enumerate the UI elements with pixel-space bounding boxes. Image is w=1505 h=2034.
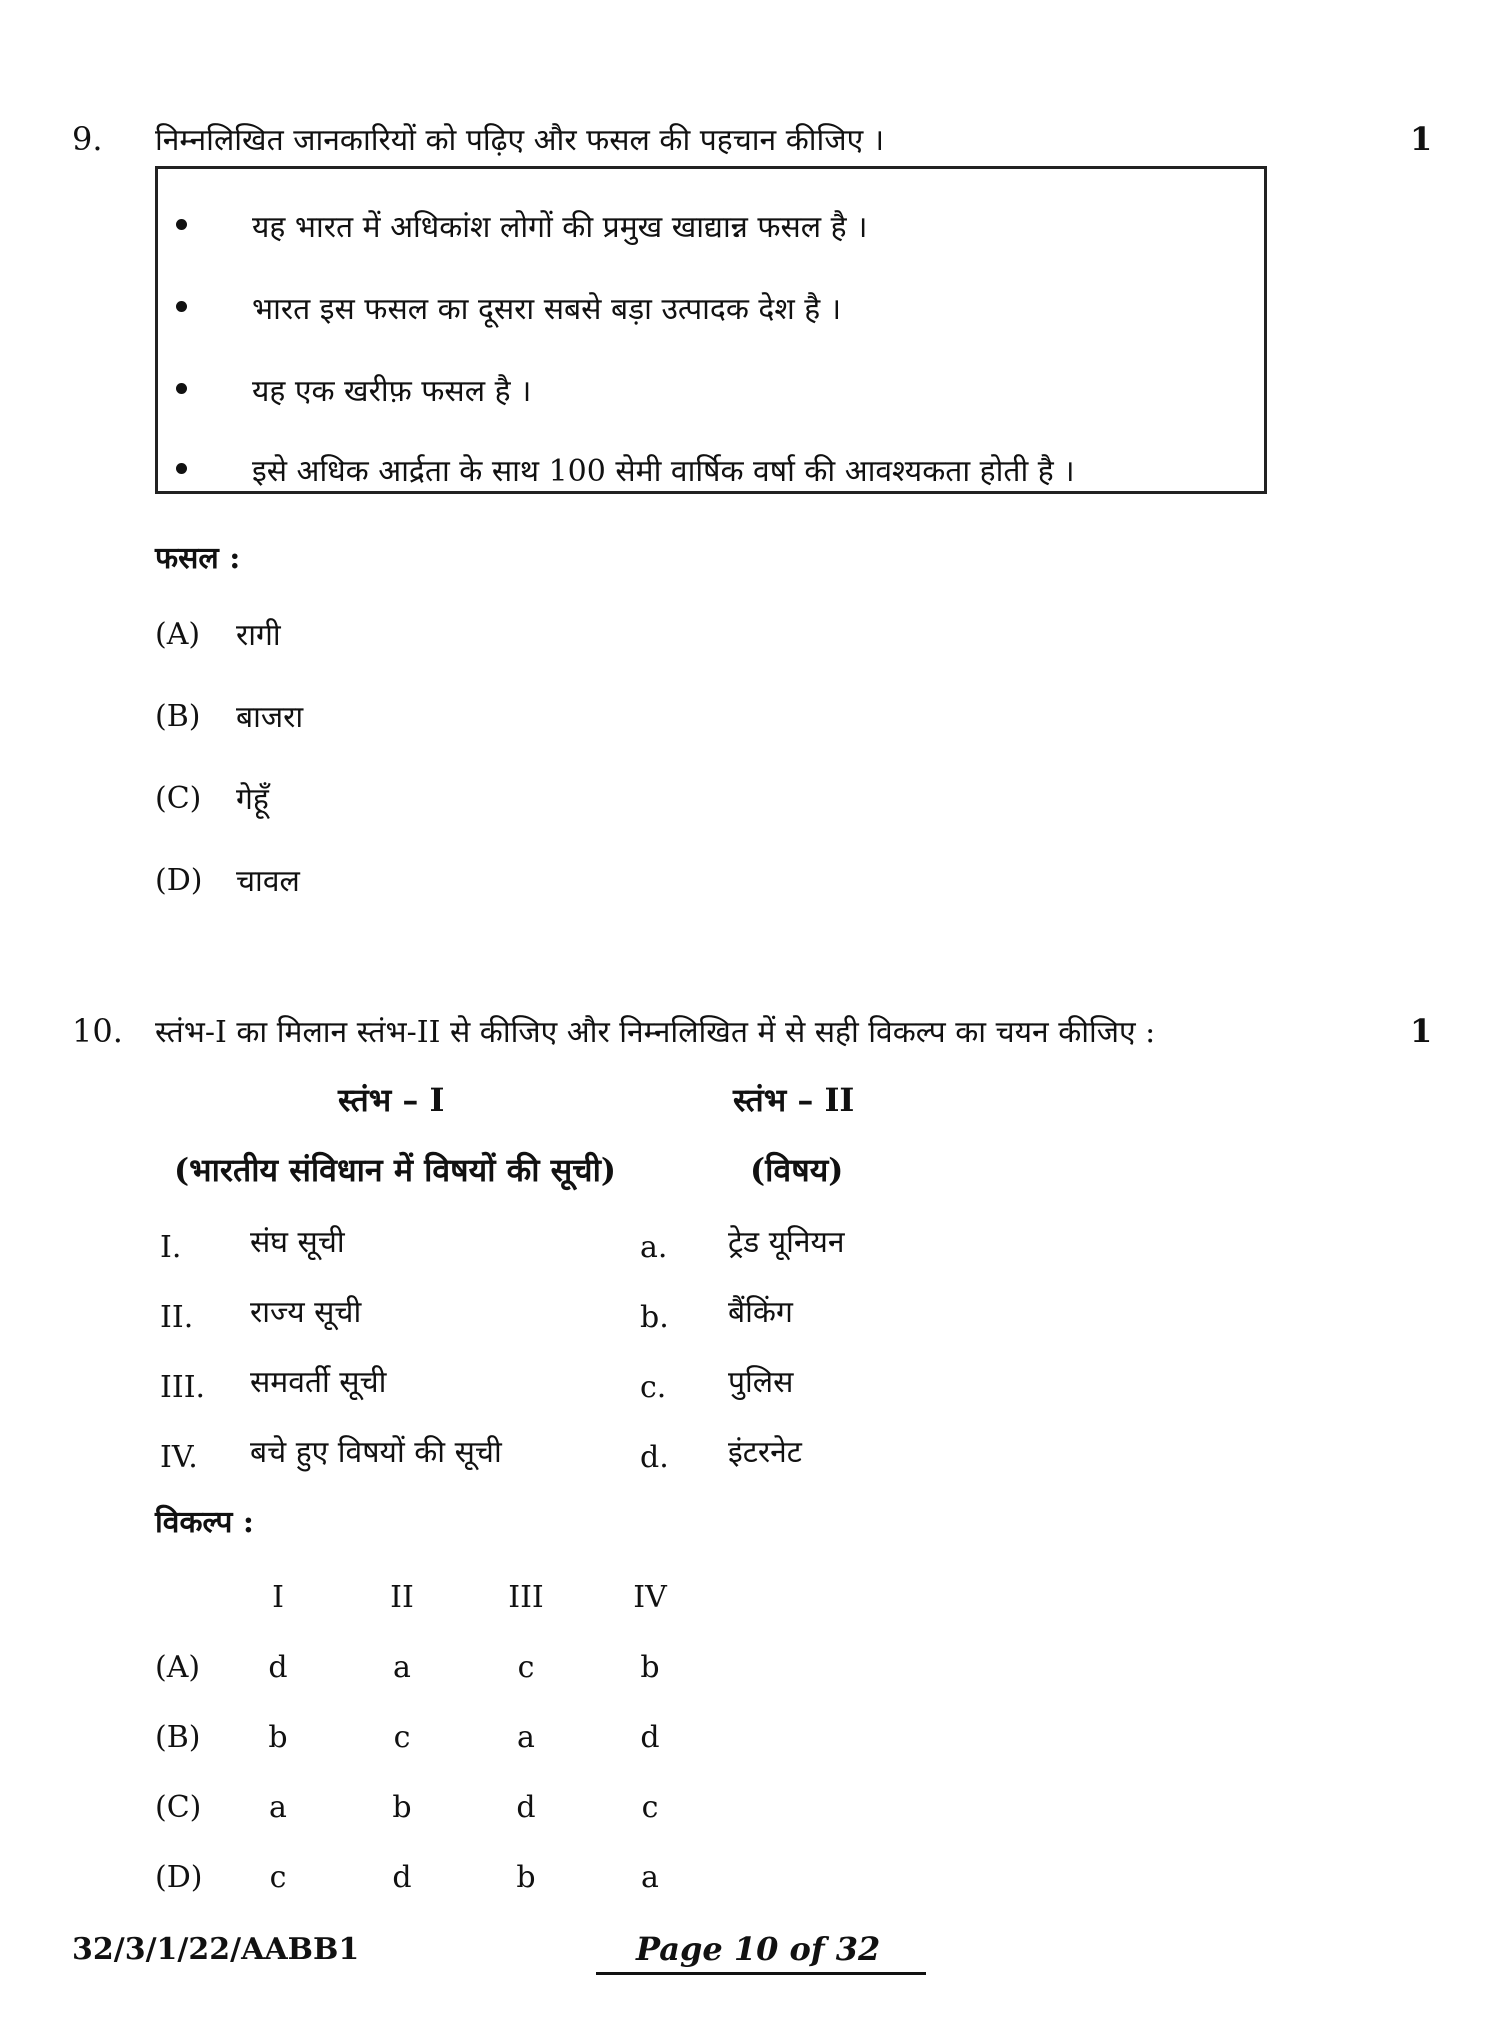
grid-cell: d: [516, 1790, 536, 1825]
col2-item-num: b.: [640, 1300, 669, 1335]
col1-item-text: समवर्ती सूची: [250, 1365, 387, 1400]
bullet-icon: [176, 301, 187, 312]
col1-item-num: III.: [160, 1370, 206, 1405]
col2-item-text: इंटरनेट: [728, 1435, 802, 1470]
question-9-number: 9.: [72, 120, 103, 158]
option-d-letter: (D): [155, 863, 203, 898]
col1-item-num: II.: [160, 1300, 194, 1335]
grid-cell: b: [640, 1650, 660, 1685]
options-label: विकल्प :: [155, 1505, 254, 1540]
page-number: Page 10 of 32: [636, 1930, 881, 1968]
grid-cell: a: [641, 1860, 659, 1895]
bullet-icon: [176, 463, 187, 474]
column-1-subheading: (भारतीय संविधान में विषयों की सूची): [174, 1151, 617, 1189]
grid-cell: d: [640, 1720, 660, 1755]
col1-item-text: बचे हुए विषयों की सूची: [250, 1435, 502, 1470]
info-bullet-text: भारत इस फसल का दूसरा सबसे बड़ा उत्पादक देश है ।: [252, 292, 842, 327]
column-2-heading: स्तंभ – II: [733, 1081, 855, 1119]
paper-code: 32/3/1/22/AABB1: [72, 1932, 360, 1967]
col2-item-text: पुलिस: [728, 1365, 794, 1400]
grid-cell: b: [392, 1790, 412, 1825]
option-b-text: बाजरा: [236, 700, 304, 735]
col2-item-num: c.: [640, 1370, 667, 1405]
column-2-subheading: (विषय): [750, 1151, 844, 1189]
grid-header: I: [272, 1580, 284, 1615]
bullet-icon: [176, 383, 187, 394]
grid-cell: d: [392, 1860, 412, 1895]
question-10-marks: 1: [1410, 1012, 1433, 1050]
grid-row-letter: (A): [155, 1650, 201, 1685]
grid-header: III: [508, 1580, 544, 1615]
grid-cell: c: [517, 1650, 535, 1685]
option-c-text: गेहूँ: [236, 782, 269, 817]
grid-header: II: [390, 1580, 414, 1615]
question-10-number: 10.: [72, 1012, 123, 1050]
col1-item-num: IV.: [160, 1440, 198, 1475]
grid-cell: a: [269, 1790, 287, 1825]
grid-cell: c: [641, 1790, 659, 1825]
question-9-info-box: [155, 166, 1267, 494]
grid-cell: b: [516, 1860, 536, 1895]
option-c-letter: (C): [155, 781, 202, 816]
question-9-marks: 1: [1410, 120, 1433, 158]
grid-cell: a: [393, 1650, 411, 1685]
option-a-text: रागी: [236, 618, 281, 653]
question-10-text: स्तंभ-I का मिलान स्तंभ-II से कीजिए और निम्नलिखित में से सही विकल्प का चयन कीजिए :: [155, 1015, 1156, 1050]
grid-header: IV: [633, 1580, 667, 1615]
grid-cell: c: [269, 1860, 287, 1895]
column-1-heading: स्तंभ – I: [338, 1081, 445, 1119]
option-b-letter: (B): [155, 699, 201, 734]
bullet-icon: [176, 219, 187, 230]
crop-label: फसल :: [155, 541, 241, 576]
grid-cell: c: [393, 1720, 411, 1755]
question-9-text: निम्नलिखित जानकारियों को पढ़िए और फसल की पहचान कीजिए ।: [155, 123, 885, 158]
col1-item-num: I.: [160, 1230, 182, 1265]
grid-row-letter: (D): [155, 1860, 203, 1895]
col2-item-num: a.: [640, 1230, 668, 1265]
col1-item-text: संघ सूची: [250, 1225, 345, 1260]
info-bullet-text: यह एक खरीफ़ फसल है ।: [252, 374, 532, 409]
col2-item-num: d.: [640, 1440, 669, 1475]
option-d-text: चावल: [236, 864, 300, 899]
col2-item-text: ट्रेड यूनियन: [728, 1225, 845, 1260]
footer-underline: [596, 1972, 926, 1975]
grid-row-letter: (C): [155, 1790, 202, 1825]
grid-row-letter: (B): [155, 1720, 201, 1755]
info-bullet-text: यह भारत में अधिकांश लोगों की प्रमुख खाद्यान्न फसल है ।: [252, 210, 868, 245]
grid-cell: b: [268, 1720, 288, 1755]
col1-item-text: राज्य सूची: [250, 1295, 362, 1330]
option-a-letter: (A): [155, 617, 201, 652]
grid-cell: a: [517, 1720, 535, 1755]
grid-cell: d: [268, 1650, 288, 1685]
info-bullet-text: इसे अधिक आर्द्रता के साथ 100 सेमी वार्षिक वर्षा की आवश्यकता होती है ।: [252, 454, 1075, 489]
col2-item-text: बैंकिंग: [728, 1295, 793, 1330]
